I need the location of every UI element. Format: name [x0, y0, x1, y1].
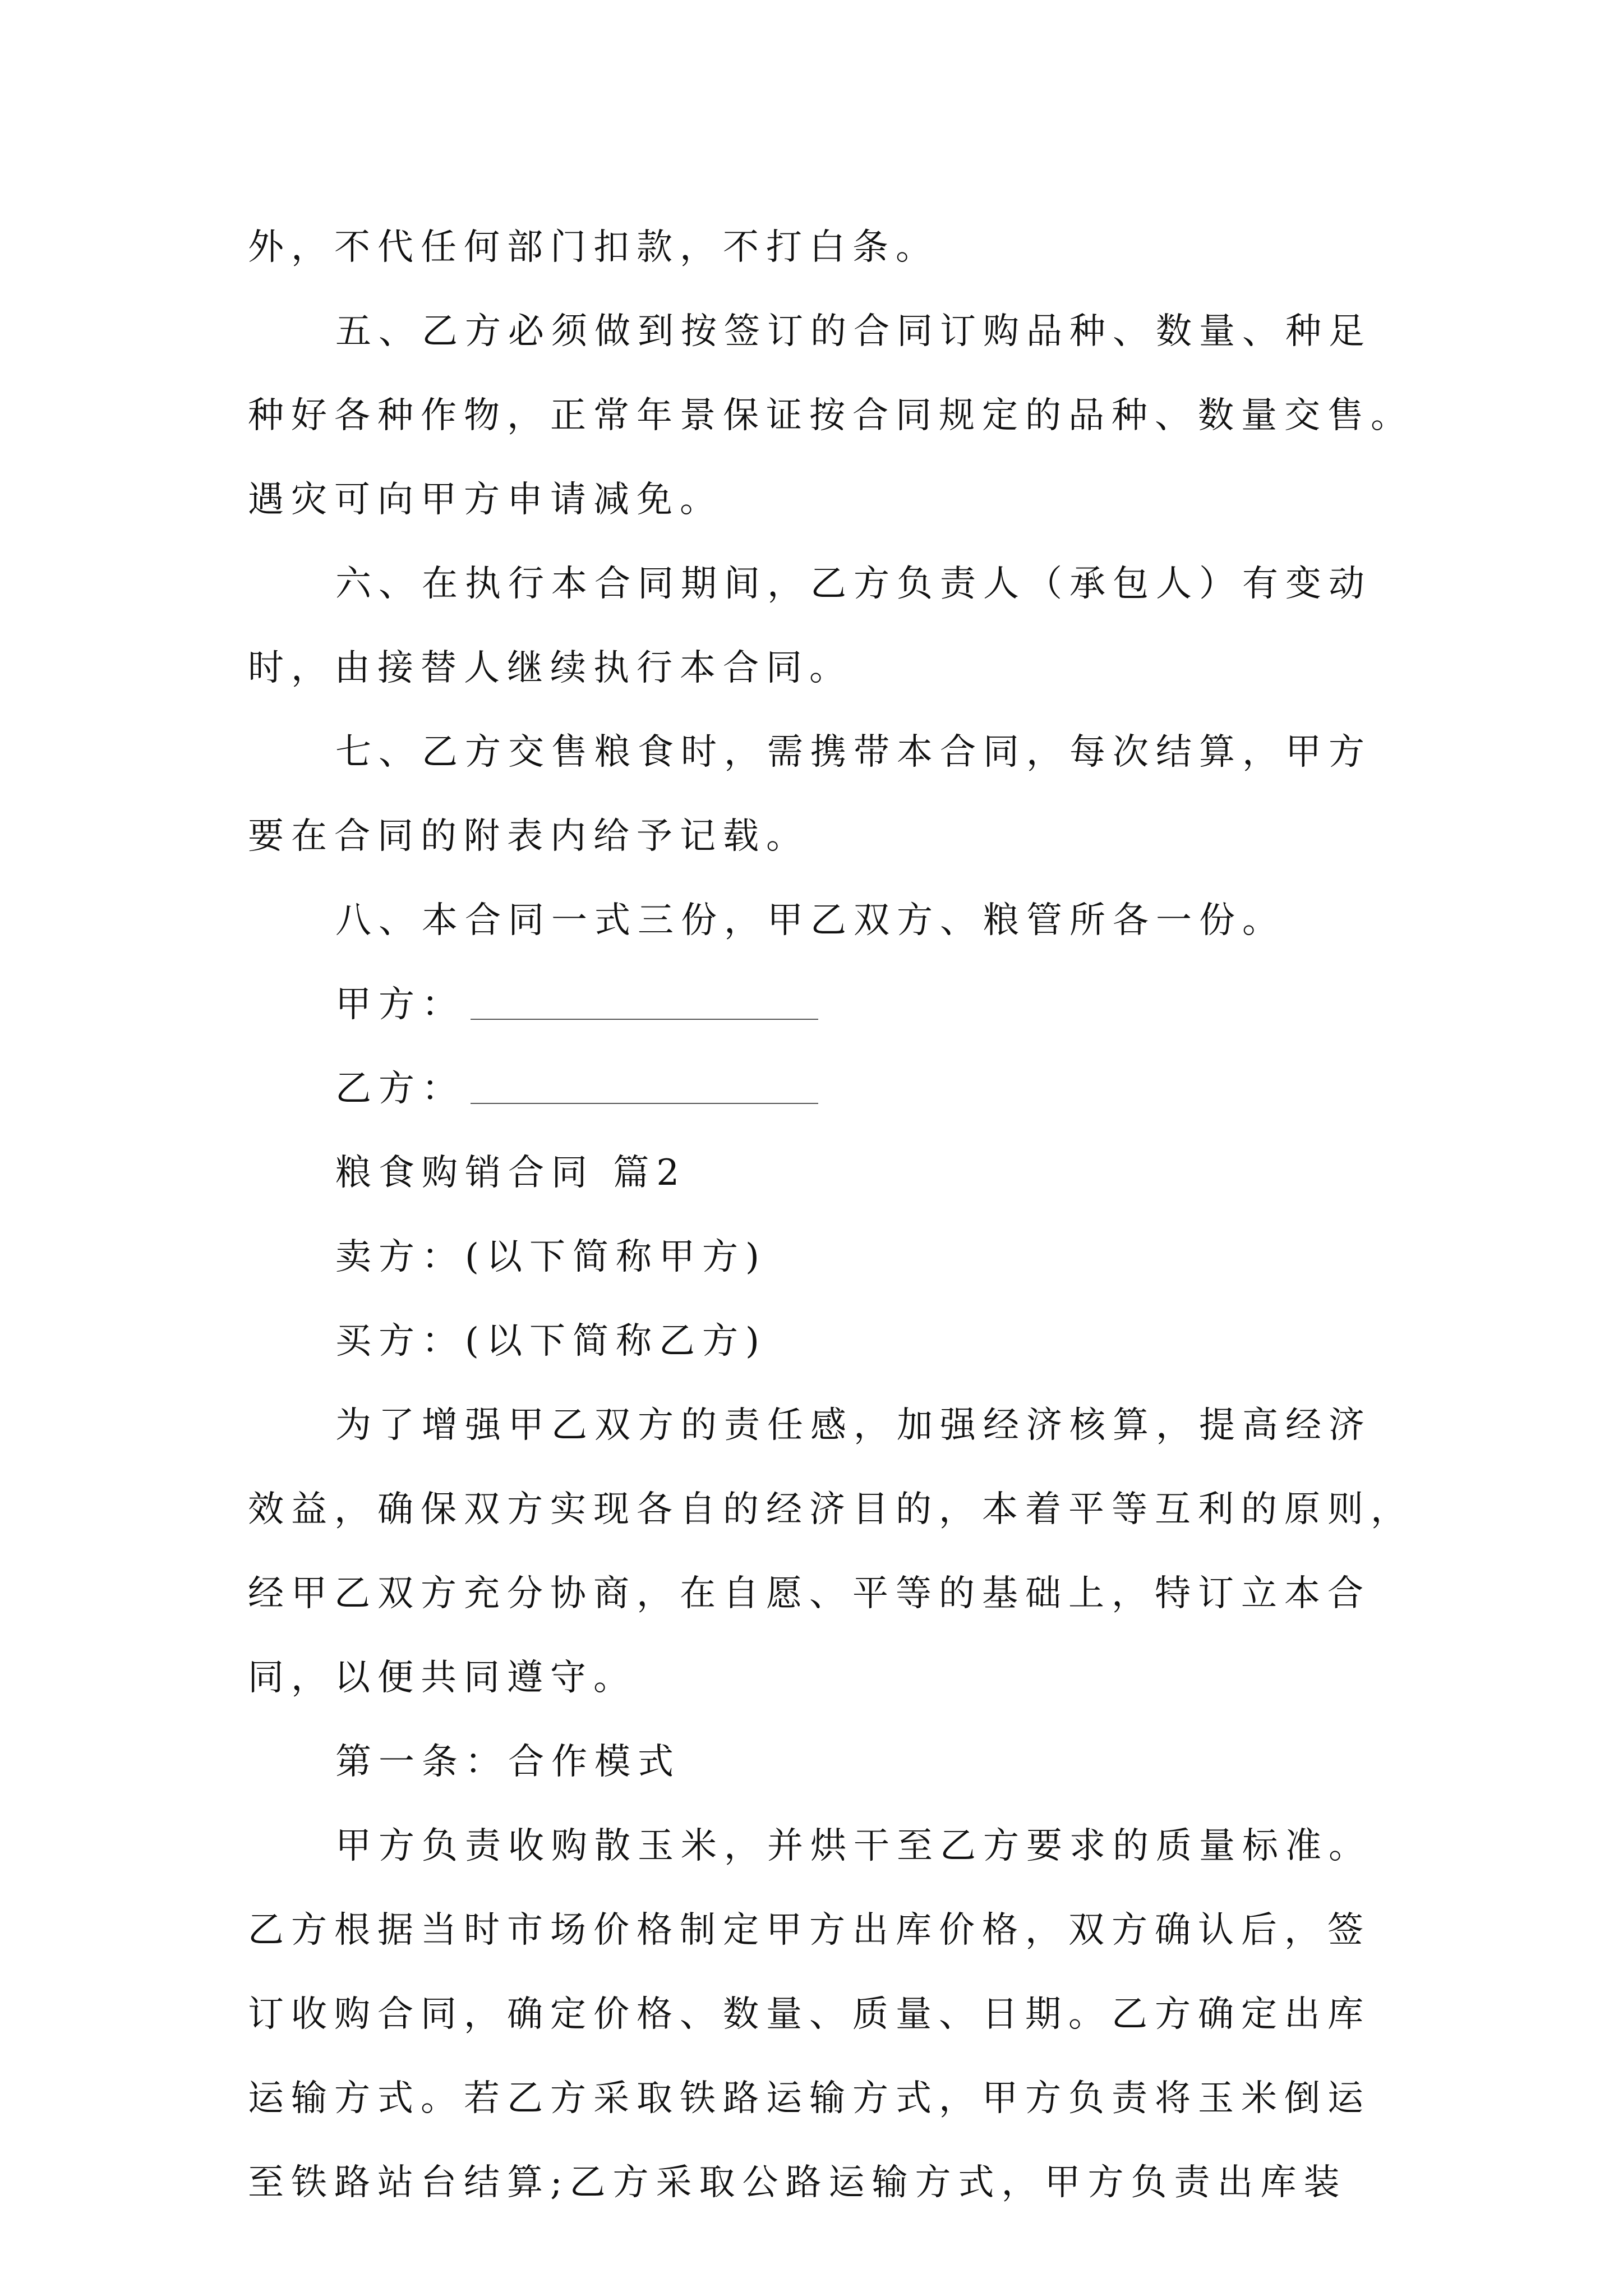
- section-title: 粮食购销合同 篇2: [335, 1152, 687, 1194]
- seller-line: 卖方：(以下简称甲方): [335, 1236, 767, 1278]
- buyer-line: 买方：(以下简称乙方): [335, 1320, 767, 1362]
- preamble-line: 为了增强甲乙双方的责任感，加强经济核算，提高经济: [335, 1405, 1372, 1446]
- clause-five-line: 五、乙方必须做到按签订的合同订购品种、数量、种足: [335, 311, 1372, 352]
- article-one-line: 甲方负责收购散玉米，并烘干至乙方要求的质量标准。: [335, 1825, 1372, 1867]
- text-line: 同，以便共同遵守。: [248, 1657, 637, 1699]
- party-a-signature-line: [471, 1019, 818, 1020]
- party-a-signature-row: [248, 963, 1386, 1047]
- party-a-label: 甲方：: [335, 984, 465, 1025]
- clause-seven-line: 七、乙方交售粮食时，需携带本合同，每次结算，甲方: [335, 731, 1372, 773]
- party-b-signature-line: [471, 1103, 818, 1104]
- text-line: 经甲乙双方充分协商，在自愿、平等的基础上，特订立本合: [248, 1573, 1371, 1614]
- party-b-signature-row: [248, 1047, 1386, 1131]
- text-line: 订收购合同，确定价格、数量、质量、日期。乙方确定出库: [248, 1994, 1371, 2035]
- text-line: 效益，确保双方实现各自的经济目的，本着平等互利的原则，: [248, 1489, 1414, 1530]
- clause-eight-line: 八、本合同一式三份，甲乙双方、粮管所各一份。: [335, 900, 1285, 941]
- document-body: [248, 205, 1414, 2225]
- text-line: 运输方式。若乙方采取铁路运输方式，甲方负责将玉米倒运: [248, 2078, 1371, 2119]
- text-line: 时，由接替人继续执行本合同。: [248, 647, 852, 689]
- text-line: 乙方根据当时市场价格制定甲方出库价格，双方确认后，签: [248, 1910, 1371, 1951]
- text-line: 种好各种作物，正常年景保证按合同规定的品种、数量交售。: [248, 395, 1414, 436]
- text-line: 要在合同的附表内给予记载。: [248, 816, 809, 857]
- text-line: 遇灾可向甲方申请减免。: [248, 479, 723, 521]
- article-one-heading: 第一条：合作模式: [335, 1741, 681, 1783]
- text-line: 外，不代任何部门扣款，不打白条。: [248, 227, 939, 268]
- clause-six-line: 六、在执行本合同期间，乙方负责人（承包人）有变动: [335, 563, 1372, 605]
- text-line: 至铁路站台结算;乙方采取公路运输方式，甲方负责出库装: [248, 2162, 1347, 2203]
- party-b-label: 乙方：: [335, 1068, 465, 1110]
